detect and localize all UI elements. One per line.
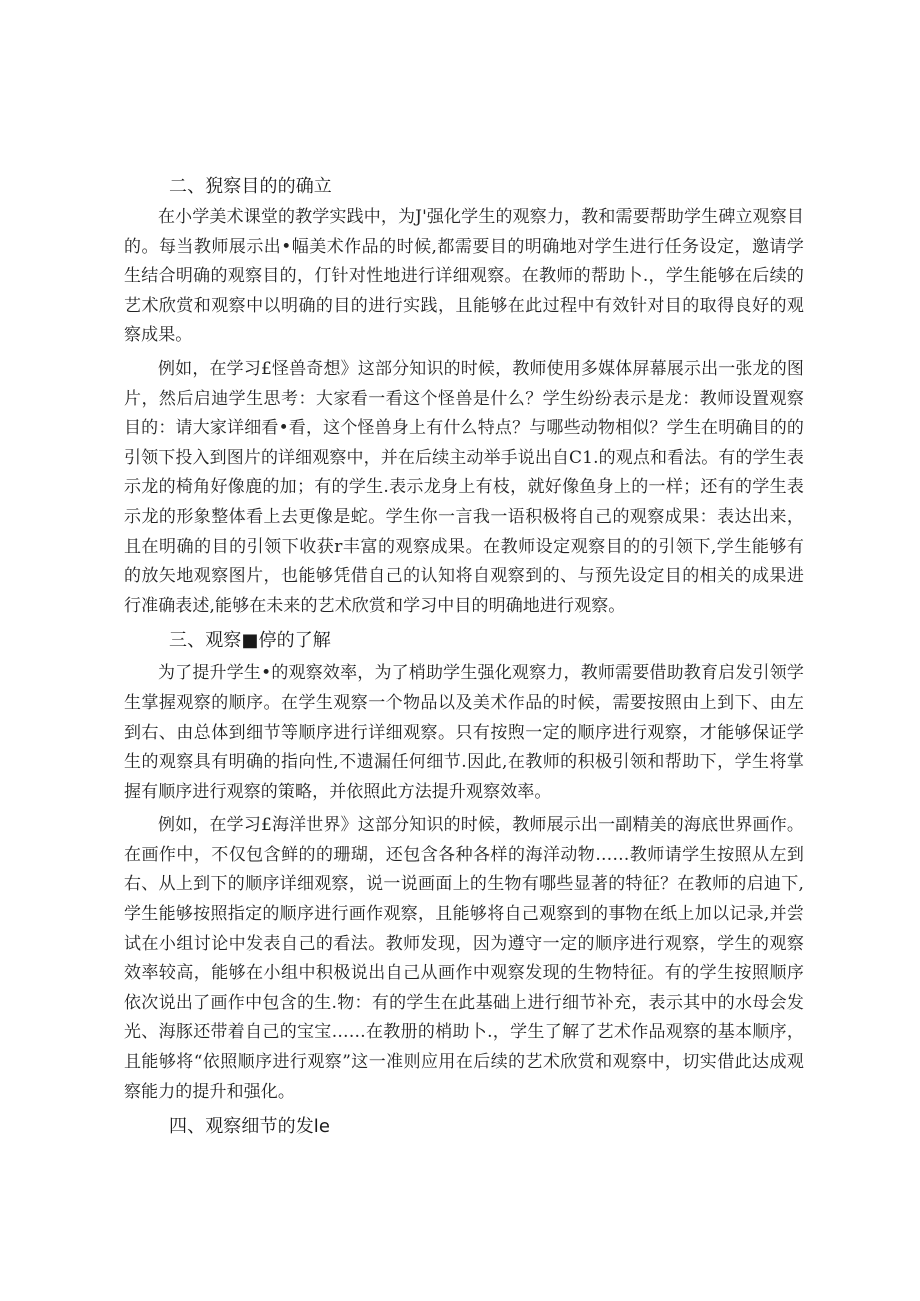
paragraph: 为了提升学生•的观察效率，为了梢助学生强化观察力，教师需要借助教育启发引领学生掌握观察的顺序。在学生观察一个物品以及美术作品的时候，需要按照由上到下、由左到右、由总体到细节等顺序进行详细观察。只有按煦一定的顺序进行观察，才能够保证学生的观察具有明确的指向性,不遗漏任何细节.因此,在教师的积极引领和帮助下，学生将掌握有顺序进行观察的策略，并依照此方法提升观察效率。	[124, 663, 804, 802]
section-heading-observation-purpose: 二、猊察目的的确立	[169, 176, 332, 197]
paragraph: 在小学美术课堂的教学实践中，为J'强化学生的观察力，教和需要帮助学生碑立观察目的。每当教师展示出•幅美术作品的时候,都需要目的明确地对学生进行任务设定，邀请学生结合明确的观察目的，仃针对性地进行详细观察。在教师的帮助卜.，学生能够在后续的艺术欣赏和观察中以明确的目的进行实践，且能够在此过程中有效针对目的取得良好的观察成果。	[124, 207, 804, 346]
paragraph: 例如，在学习£怪兽奇想》这部分知识的时候，教师使用多媒体屏幕展示出一张龙的图片，然后启迪学生思考：大家看一看这个怪兽是什么？学生纷纷表示是龙：教师设置观察目的：请大家详细看•看，这个怪兽身上有什么特点？与哪些动物相似？学生在明确目的的引领下投入到图片的详细观察中，并在后续主动举手说出自C1.的观点和看法。有的学生表示龙的椅角好像鹿的加；有的学生.表示龙身上有枝，就好像鱼身上的一样；还有的学生表示龙的形象整体看上去更像是蛇。学生你一言我一语积极将自己的观察成果：表达出来，且在明确的目的引领下收获r丰富的观察成果。在教师设定观察目的的引领下,学生能够有的放矢地观察图片，也能够凭借自己的认知将自观察到的、与预先设定目的相关的成果进行准确表述,能够在未来的艺术欣赏和学习中目的明确地进行观察。	[124, 358, 804, 616]
paragraph: 例如，在学习£海洋世界》这部分知识的时候，教师展示出一副精美的海底世界画作。在画作中，不仅包含鲜的的珊瑚，还包含各种各样的海洋动物……教师请学生按照从左到右、从上到下的顺序详细观察，说一说画面上的生物有哪些显著的特征？在教师的启迪下,学生能够按照指定的顺序进行画作观察，且能够将自己观察到的事物在纸上加以记录,并尝试在小组讨论中发表自己的看法。教师发现，因为遵守一定的顺序进行观察，学生的观察效率较高，能够在小组中积极说出自己从画作中观察发现的生物特征。有的学生按照顺序依次说出了画作中包含的生.物：有的学生在此基础上进行细节补充，表示其中的水母会发光、海豚还带着自己的宝宝……在教册的梢助卜.，学生了解了艺术作品观察的基本顺序，且能够将“依照顺序进行观察”这一准则应用在后续的艺术欣赏和观察中，切实借此达成观察能力的提升和强化。	[124, 815, 804, 1102]
document-body	[124, 171, 804, 1142]
section-heading-observation-details: 四、观察细节的发le	[169, 1116, 331, 1138]
section-heading-observation-order: 三、观察■停的了解	[169, 630, 331, 652]
